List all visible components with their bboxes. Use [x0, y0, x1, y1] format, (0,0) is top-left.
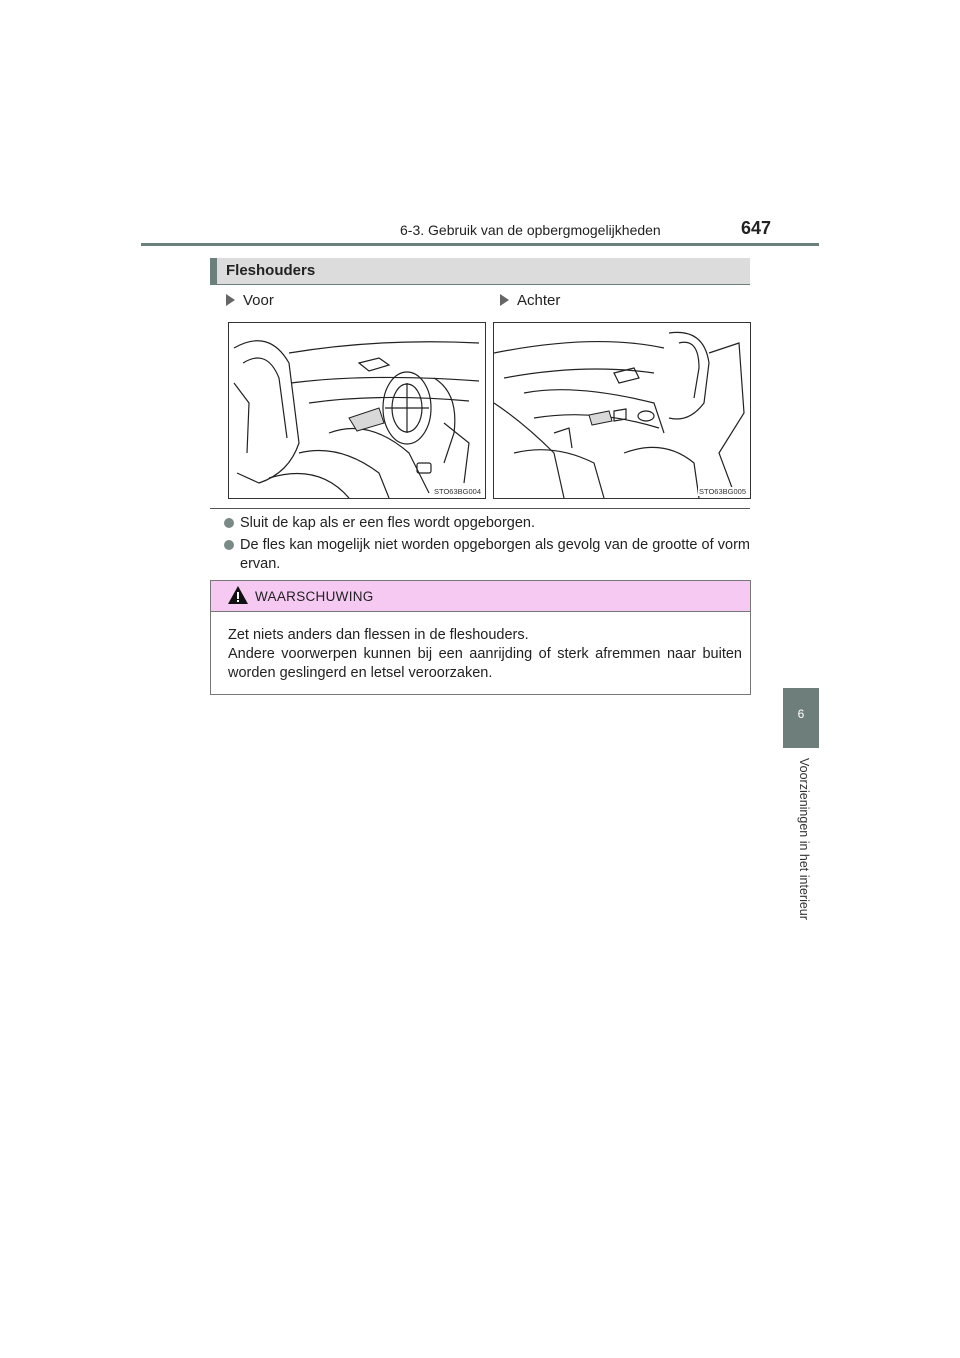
rear-illustration-code: STO63BG005 [699, 487, 746, 496]
list-item [224, 536, 750, 574]
front-illustration-code: STO63BG004 [434, 487, 481, 496]
triangle-bullet-icon [226, 294, 235, 306]
list-item-text: Sluit de kap als er een fles wordt opgeborgen. [240, 515, 536, 531]
warning-triangle-icon [227, 585, 249, 605]
section-accent [210, 258, 217, 284]
front-illustration [228, 322, 486, 499]
warning-title: WAARSCHUWING [255, 589, 374, 604]
list-item [224, 514, 750, 533]
chapter-tab [783, 688, 819, 748]
front-cabin-drawing [229, 323, 485, 498]
warning-header [211, 581, 750, 612]
rear-illustration [493, 322, 751, 499]
section-title: Fleshouders [226, 262, 316, 279]
bullet-dot-icon [224, 518, 234, 528]
front-label [226, 292, 274, 309]
header-rule [141, 243, 819, 246]
warning-body [211, 612, 750, 683]
warning-line: Zet niets anders dan flessen in de fleshouders. [228, 627, 529, 643]
warning-box [210, 580, 751, 695]
rear-label [500, 292, 560, 309]
front-label-text: Voor [243, 292, 274, 309]
section-header [210, 258, 750, 285]
chapter-tab-number: 6 [797, 707, 805, 721]
bullet-dot-icon [224, 540, 234, 550]
list-item-text: De fles kan mogelijk niet worden opgeborgen als gevolg van de grootte of vorm ervan. [240, 537, 750, 572]
rear-cabin-drawing [494, 323, 750, 498]
chapter-title: 6-3. Gebruik van de opbergmogelijkheden [400, 222, 661, 238]
chapter-side-label: Voorzieningen in het interieur [797, 758, 811, 920]
triangle-bullet-icon [500, 294, 509, 306]
page-number: 647 [741, 218, 772, 238]
rear-label-text: Achter [517, 292, 561, 309]
warning-line: Andere voorwerpen kunnen bij een aanrijding of sterk afremmen naar buiten worden geslingerd en letsel veroorzaken. [228, 646, 742, 681]
illustration-rule [210, 508, 750, 509]
